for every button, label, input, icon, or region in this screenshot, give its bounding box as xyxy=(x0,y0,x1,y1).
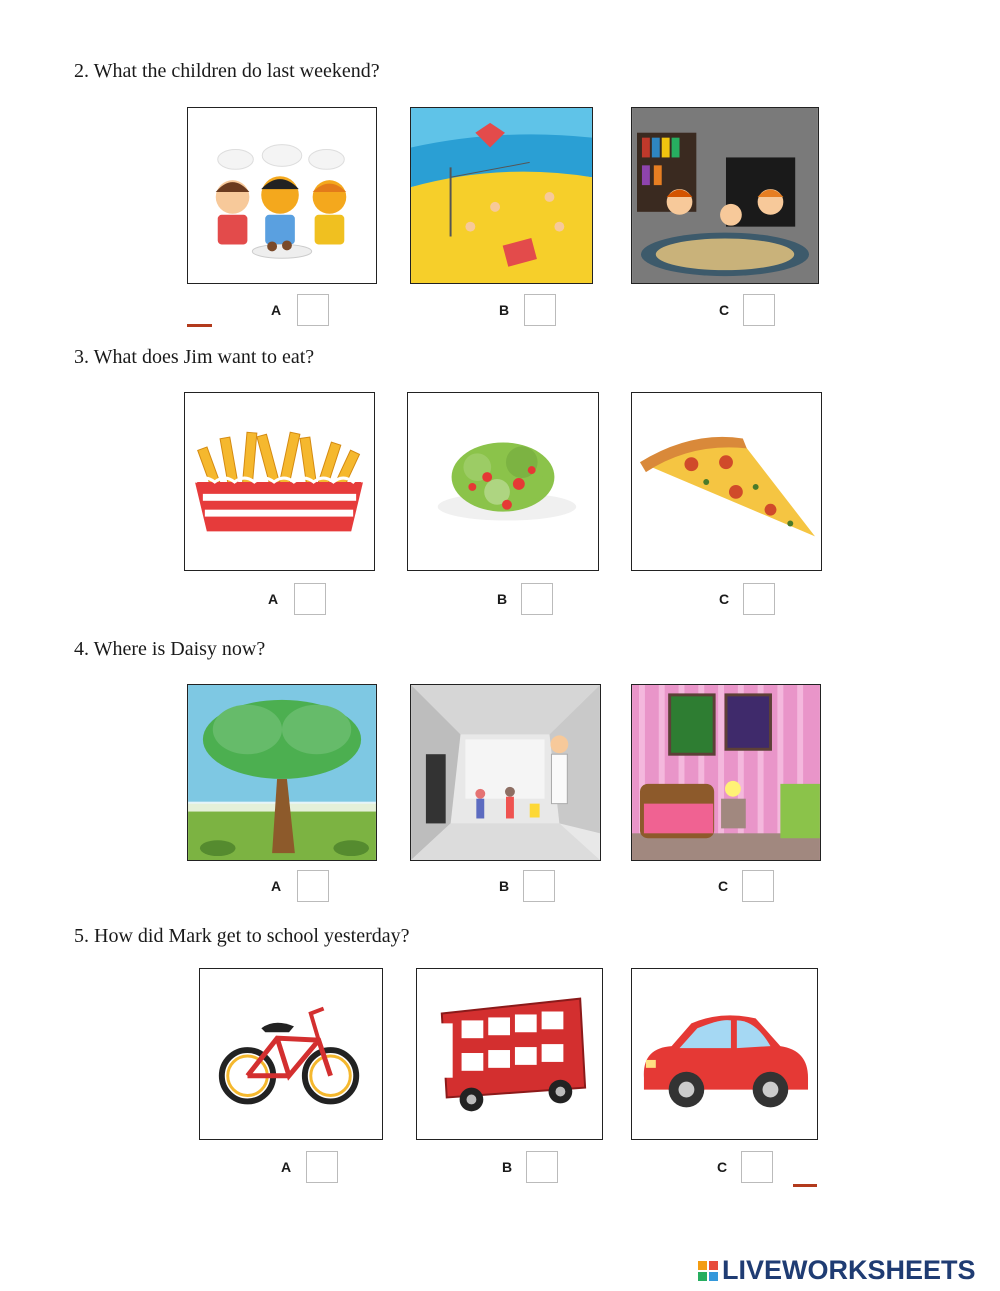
q4-option-a-label: A xyxy=(271,878,282,894)
q5-option-c-checkbox[interactable] xyxy=(741,1151,773,1183)
red-car-image xyxy=(631,968,818,1140)
beach-scene-image xyxy=(410,107,593,284)
q3-option-b-checkbox[interactable] xyxy=(521,583,553,615)
park-tree-image xyxy=(187,684,377,861)
q2-option-c-checkbox[interactable] xyxy=(743,294,775,326)
q2-option-b-checkbox[interactable] xyxy=(524,294,556,326)
q3-option-a-checkbox[interactable] xyxy=(294,583,326,615)
salad-image xyxy=(407,392,599,571)
q5-option-a-checkbox[interactable] xyxy=(306,1151,338,1183)
q2-option-a-label: A xyxy=(271,302,282,318)
q2-option-a-checkbox[interactable] xyxy=(297,294,329,326)
children-cooking-image xyxy=(187,107,377,284)
q5-option-a-label: A xyxy=(281,1159,292,1175)
question-4-text: 4. Where is Daisy now? xyxy=(74,638,266,660)
q4-option-c-label: C xyxy=(718,878,729,894)
logo-blocks-icon xyxy=(698,1261,718,1281)
q3-option-b-label: B xyxy=(497,591,508,607)
shopping-mall-image xyxy=(410,684,601,861)
liveworksheets-logo[interactable] xyxy=(698,1255,976,1286)
question-2-text: 2. What the children do last weekend? xyxy=(74,60,380,82)
q5-option-b-label: B xyxy=(502,1159,513,1175)
q5-option-c-label: C xyxy=(717,1159,728,1175)
logo-text: LIVEWORKSHEETS xyxy=(722,1255,976,1285)
red-mark xyxy=(187,324,212,327)
q3-option-c-label: C xyxy=(719,591,730,607)
q3-option-c-checkbox[interactable] xyxy=(743,583,775,615)
q5-option-b-checkbox[interactable] xyxy=(526,1151,558,1183)
q2-option-b-label: B xyxy=(499,302,510,318)
q4-option-a-checkbox[interactable] xyxy=(297,870,329,902)
bedroom-image xyxy=(631,684,821,861)
q4-option-b-checkbox[interactable] xyxy=(523,870,555,902)
question-3-text: 3. What does Jim want to eat? xyxy=(74,346,315,368)
question-5-text: 5. How did Mark get to school yesterday? xyxy=(74,925,410,947)
red-mark xyxy=(793,1184,817,1187)
bicycle-image xyxy=(199,968,383,1140)
q4-option-b-label: B xyxy=(499,878,510,894)
children-reading-image xyxy=(631,107,819,284)
q2-option-c-label: C xyxy=(719,302,730,318)
q3-option-a-label: A xyxy=(268,591,279,607)
q4-option-c-checkbox[interactable] xyxy=(742,870,774,902)
french-fries-image xyxy=(184,392,375,571)
pizza-slice-image xyxy=(631,392,822,571)
double-decker-bus-image xyxy=(416,968,603,1140)
